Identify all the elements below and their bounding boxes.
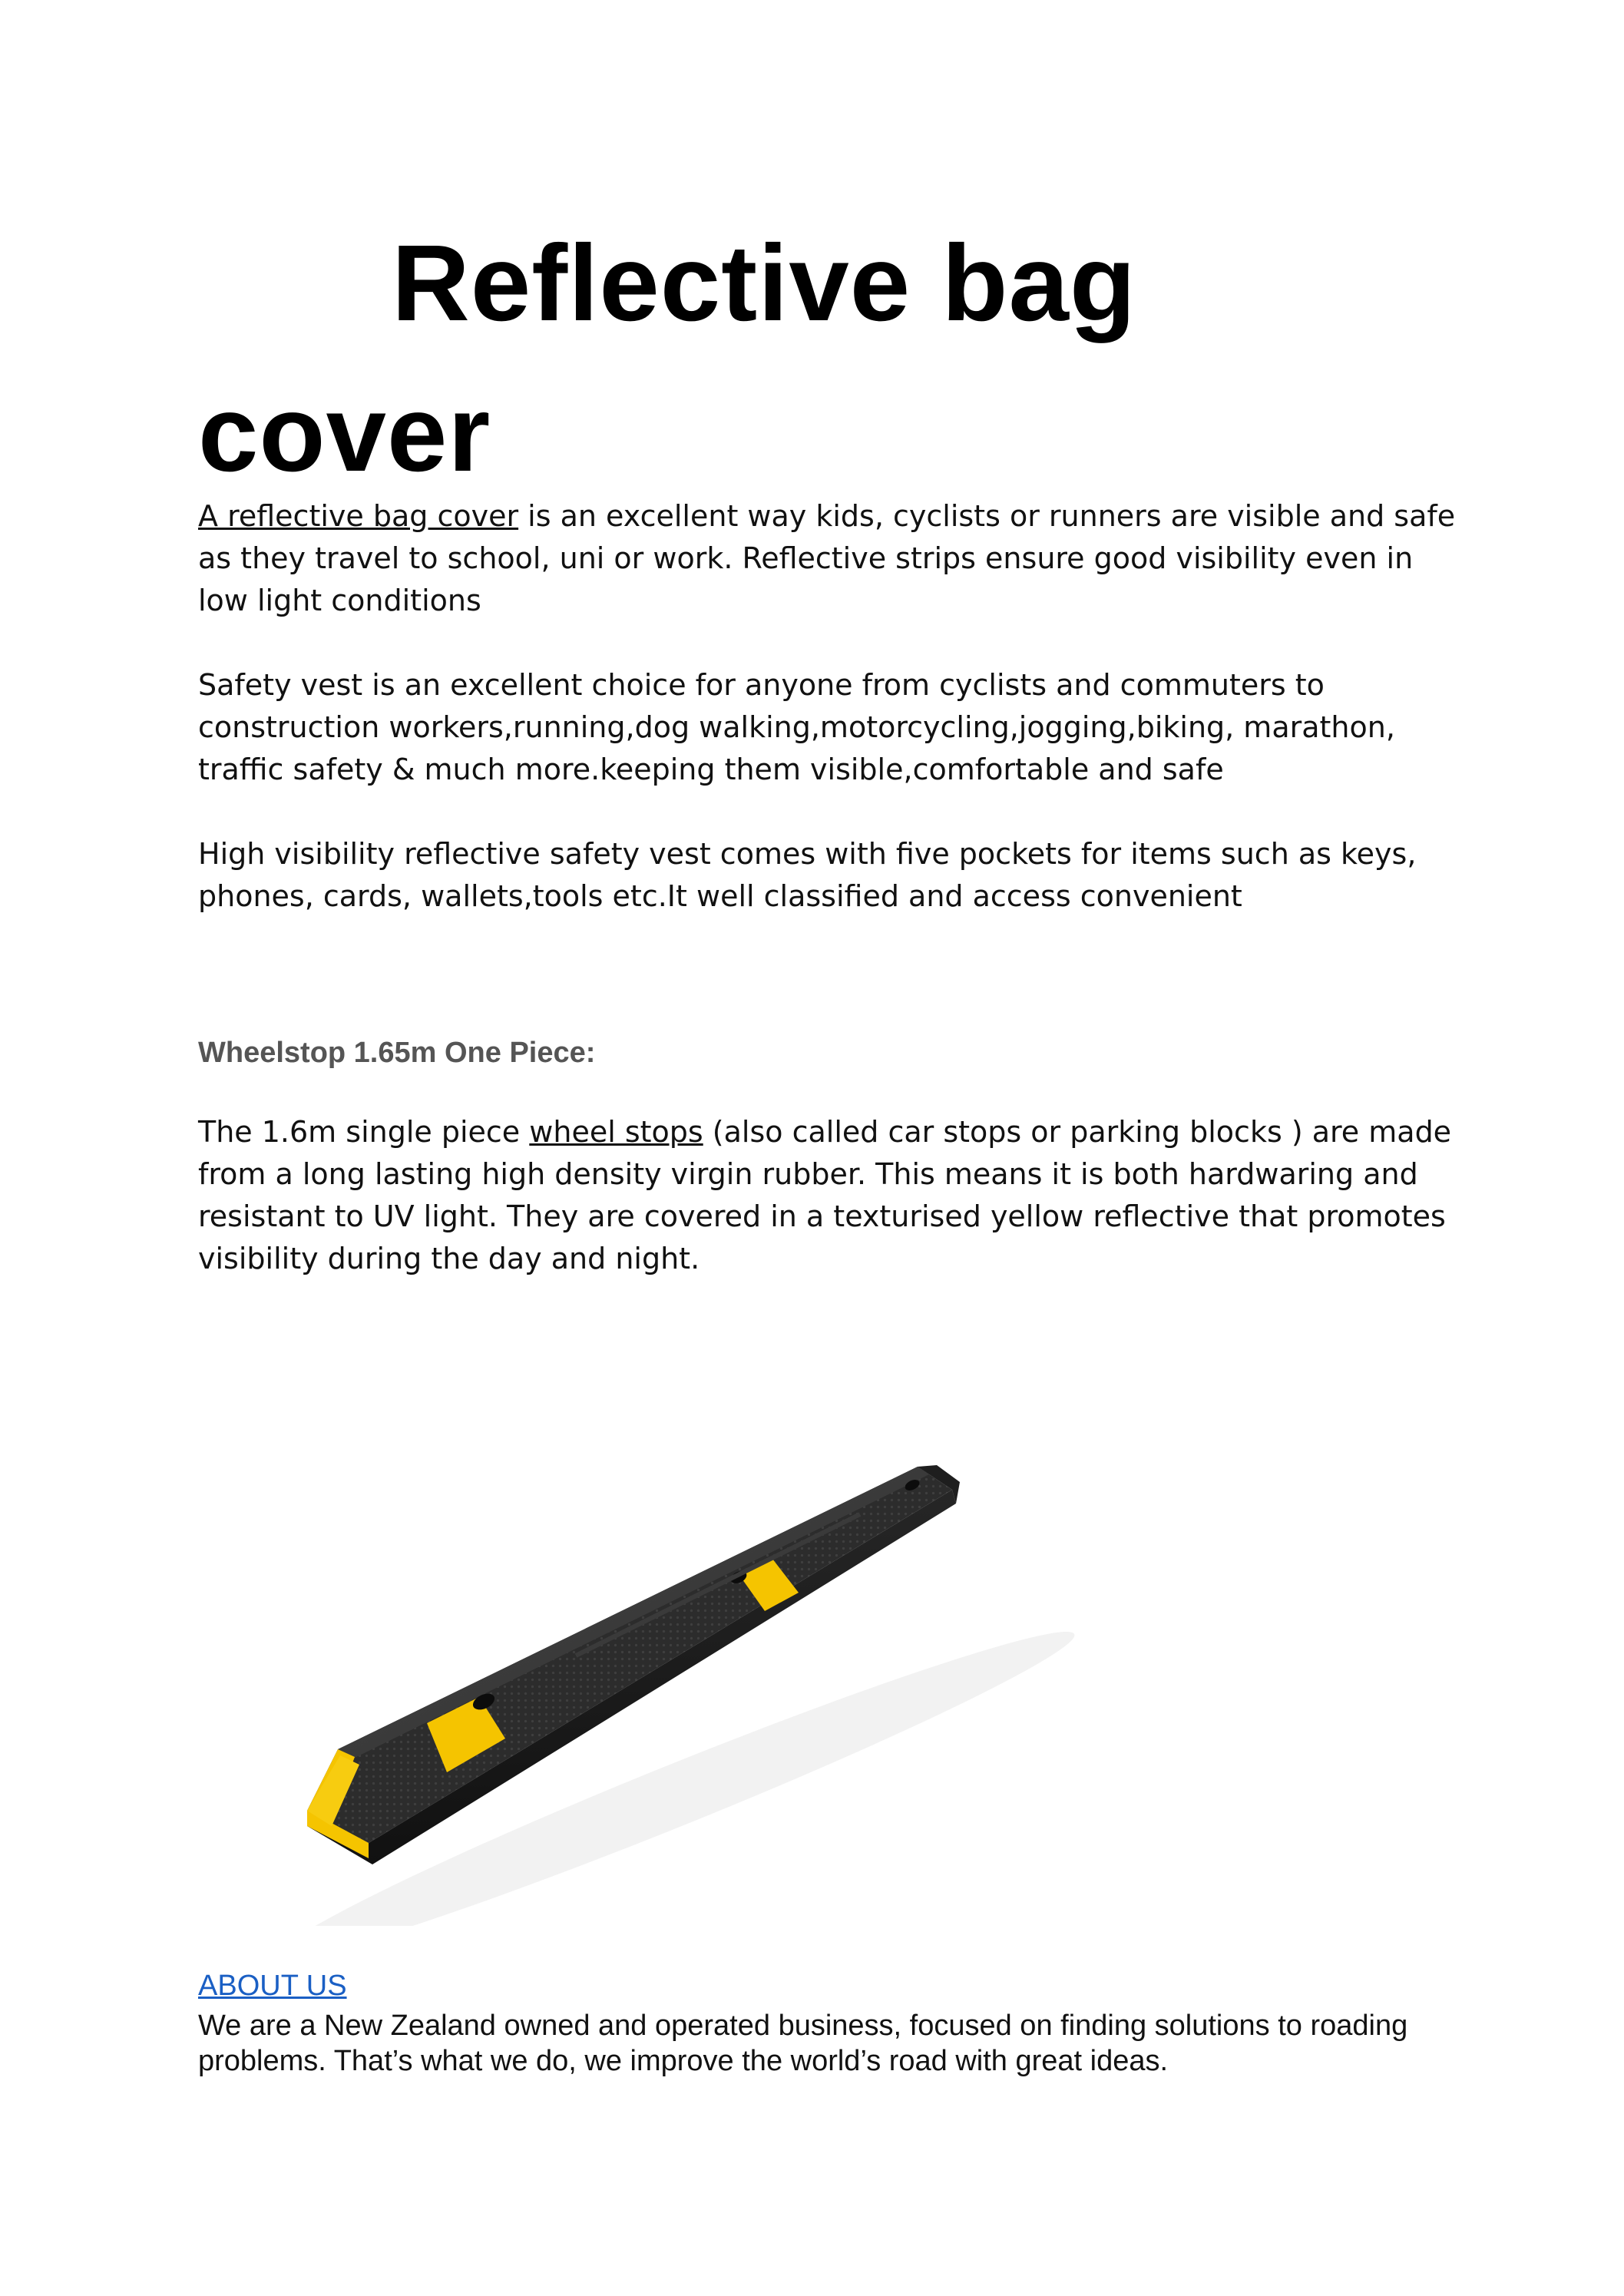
reflective-bag-cover-link[interactable]: A reflective bag cover — [198, 499, 519, 533]
document-page — [198, 0, 1457, 2296]
intro-paragraph — [198, 495, 1457, 622]
wheelstop-heading: Wheelstop 1.65m One Piece: — [198, 1037, 596, 1069]
wheelstop-paragraph — [198, 1111, 1457, 1280]
safety-vest-paragraph: Safety vest is an excellent choice for anyone from cyclists and commuters to construction workers,running,dog walking,motorcycling,jogging,biking, marathon, traffic safety & much more.keeping them visible,comfortable and safe — [198, 668, 1395, 786]
wheelstop-text-before: The 1.6m single piece — [198, 1115, 530, 1149]
wheel-stops-link[interactable]: wheel stops — [529, 1115, 703, 1149]
page-title: Reflective bag cover — [198, 222, 1137, 494]
wheelstop-illustration — [246, 1434, 1090, 1926]
intro-text: is an excellent way kids, cyclists or runners are visible and safe as they travel to school, uni or work. Reflective strips ensure good visibility even in low light conditions — [198, 499, 1456, 617]
wheelstop-text-after: (also called car stops or parking blocks ) are made from a long lasting high density virgin rubber. This means it is both hardwaring and resistant to UV light. They are covered in a texturised yellow reflective that promotes visibility during the day and night. — [198, 1115, 1452, 1275]
about-us-text: We are a New Zealand owned and operated business, focused on finding solutions to roading problems. That’s what we do, we improve the world’s road with great ideas. — [198, 2010, 1408, 2077]
about-us-link[interactable]: ABOUT US — [198, 1970, 347, 2002]
pockets-paragraph: High visibility reflective safety vest comes with five pockets for items such as keys, phones, cards, wallets,tools etc.It well classified and access convenient — [198, 837, 1417, 913]
wheelstop-product-image — [246, 1434, 1090, 1926]
